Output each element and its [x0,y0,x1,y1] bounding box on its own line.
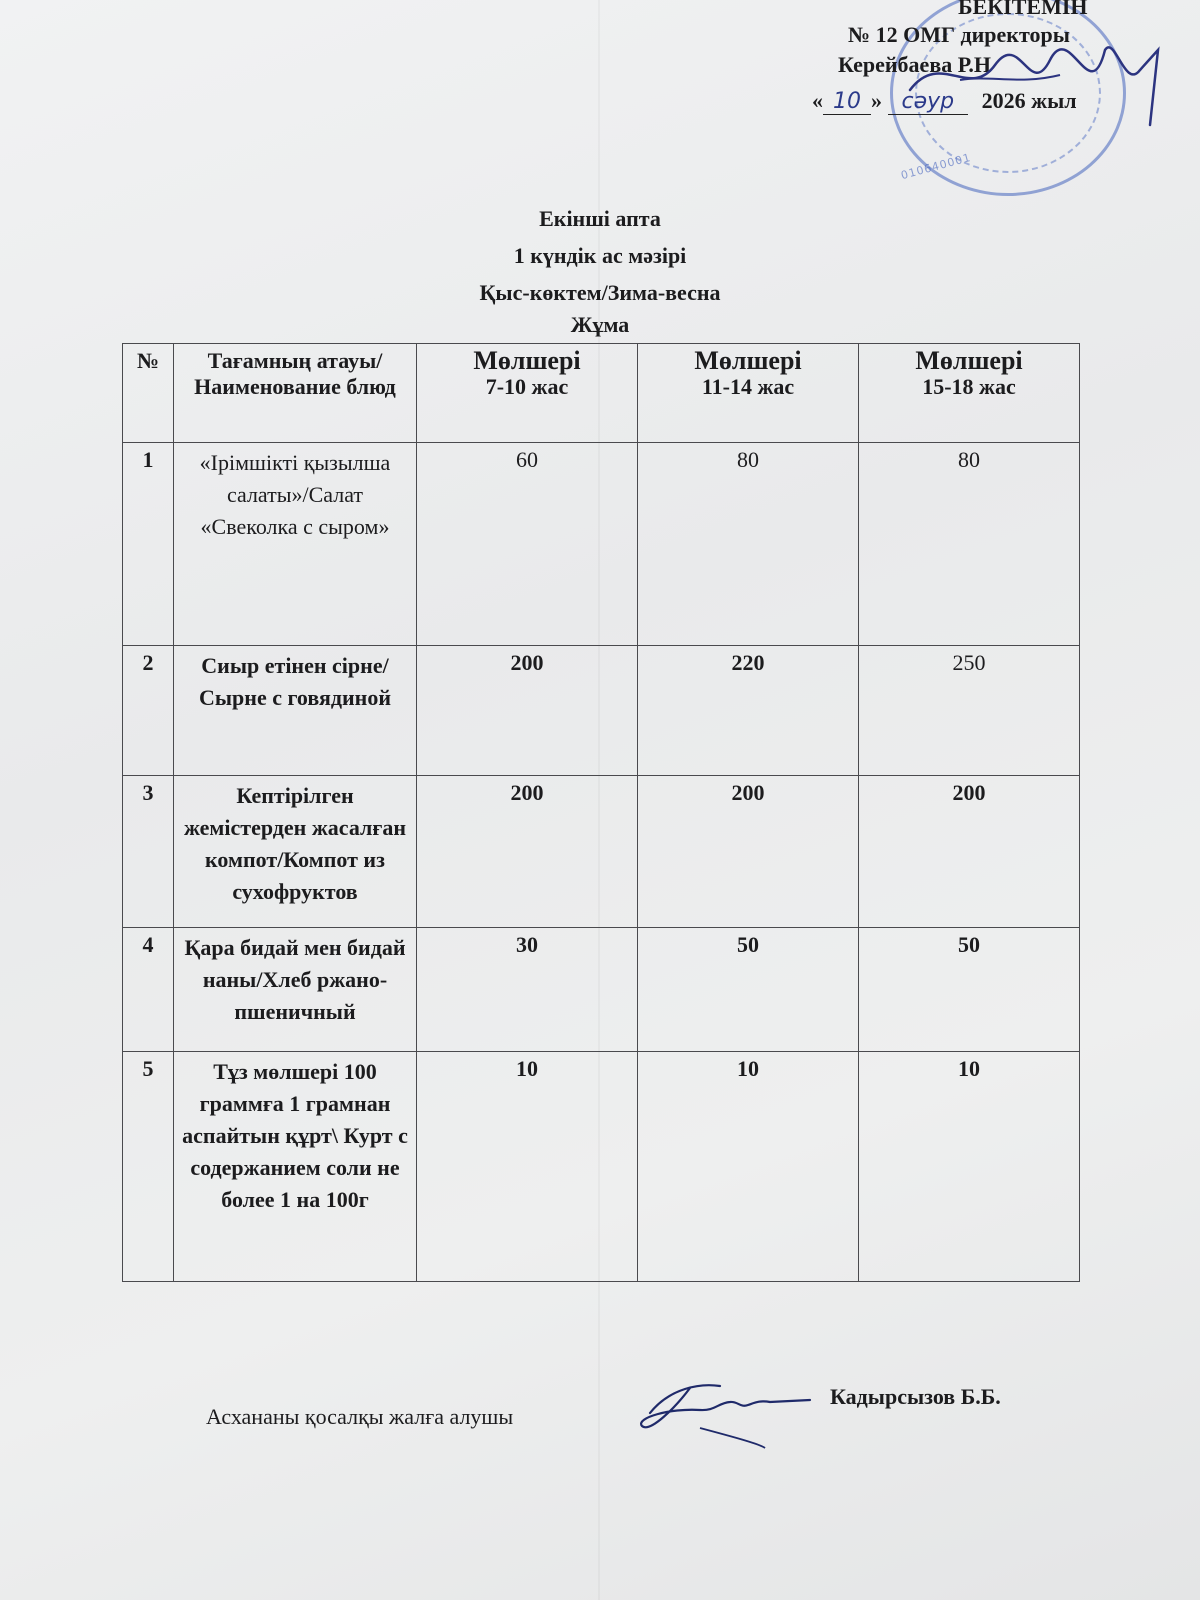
dish-name: Кептірілген жемістерден жасалған компот/Компот из сухофруктов [174,776,417,928]
table-row [123,1052,1080,1282]
qty-age3: 200 [859,776,1080,928]
row-number: 4 [123,928,174,1052]
header-qty-age3 [859,344,1080,443]
tenant-signature-icon [630,1378,820,1458]
dish-name: «Ірімшікті қызылша салаты»/Салат «Свеколка с сыром» [174,443,417,646]
heading-season: Қыс-көктем/Зима-весна [479,280,721,305]
qty-age2: 50 [638,928,859,1052]
date-day: 10 [823,89,871,115]
date-year: 2026 жыл [981,88,1077,113]
header-qty-age2 [638,344,859,443]
footer-name: Кадырсызов Б.Б. [830,1384,1001,1409]
approval-person: Керейбаева Р.Н [838,52,992,77]
director-signature-icon [900,30,1180,130]
footer-role: Асхананы қосалқы жалға алушы [206,1404,514,1429]
row-number: 5 [123,1052,174,1282]
approval-position: № 12 ОМГ директоры [848,22,1070,47]
row-number: 2 [123,646,174,776]
stamp-text: 010640001 [899,150,973,183]
qty-age3: 80 [859,443,1080,646]
date-open-quote: « [812,88,823,113]
header-qty-age1 [417,344,638,443]
row-number: 3 [123,776,174,928]
qty-age3: 10 [859,1052,1080,1282]
qty-age1: 30 [417,928,638,1052]
qty-age2: 10 [638,1052,859,1282]
age-range-label: 11-14 жас [701,374,795,399]
qty-age1: 200 [417,776,638,928]
heading-menu: 1 күндік ас мәзірі [513,243,687,268]
qty-label: Мөлшері [694,346,802,375]
qty-label: Мөлшері [915,346,1023,375]
table-row [123,776,1080,928]
qty-age1: 10 [417,1052,638,1282]
approval-title: БЕКІТЕМІН [958,0,1088,19]
menu-table [122,343,1080,1282]
age-range-label: 15-18 жас [922,374,1016,399]
date-month: сәур [888,89,969,115]
header-dish-name: Тағамның атауы/ Наименование блюд [174,344,417,443]
qty-label: Мөлшері [473,346,581,375]
dish-name: Сиыр етінен сірне/Сырне с говядиной [174,646,417,776]
dish-name: Тұз мөлшері 100 граммға 1 грамнан аспайтын құрт\ Курт с содержанием соли не более 1 на 100г [174,1052,417,1282]
qty-age1: 60 [417,443,638,646]
heading-day: Жұма [570,312,630,337]
qty-age3: 50 [859,928,1080,1052]
heading-week: Екінші апта [539,206,661,231]
qty-age2: 200 [638,776,859,928]
qty-age2: 80 [638,443,859,646]
table-row [123,646,1080,776]
qty-age1: 200 [417,646,638,776]
row-number: 1 [123,443,174,646]
date-close-quote: » [871,88,882,113]
dish-name: Қара бидай мен бидай наны/Хлеб ржано-пшеничный [174,928,417,1052]
qty-age2: 220 [638,646,859,776]
table-row [123,928,1080,1052]
table-row [123,443,1080,646]
age-range-label: 7-10 жас [485,374,569,399]
qty-age3: 250 [859,646,1080,776]
table-header-row [123,344,1080,443]
header-number: № [123,344,174,443]
